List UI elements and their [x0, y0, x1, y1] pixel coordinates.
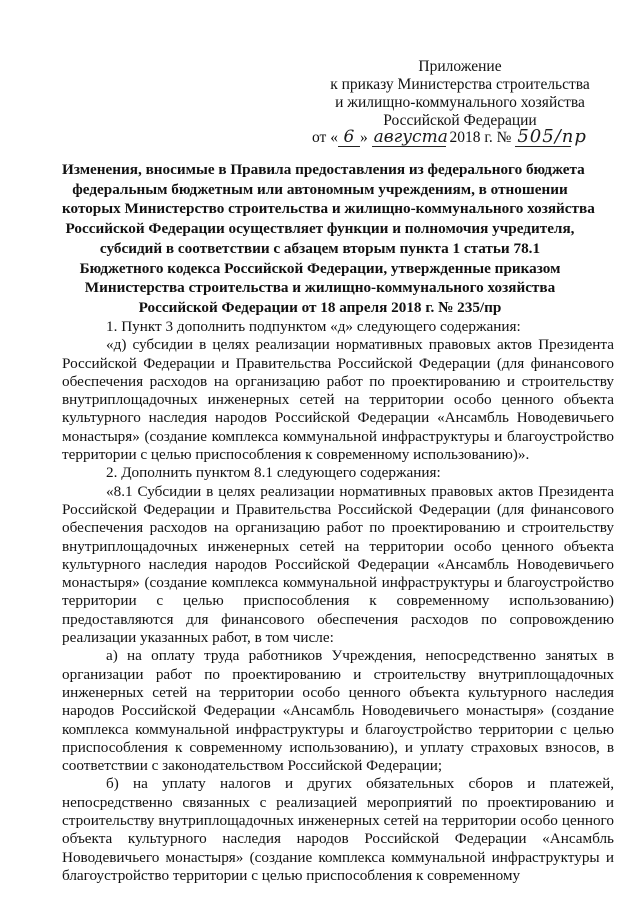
handwritten-day: 6	[338, 128, 360, 147]
order-date-line	[312, 128, 612, 148]
handwritten-order-number: 505/пр	[517, 126, 587, 147]
handwritten-month: августа	[373, 127, 448, 147]
appendix-label: Приложение	[418, 58, 502, 75]
appendix-header	[300, 58, 620, 130]
paragraph-subitem-d: «д) субсидии в целях реализации нормативных правовых актов Президента Российской Федерации и Правительства Российской Федерации (для финансового обеспечения расходов на организацию работ по проектированию и строительству внутриплощадочных инженерных сетей на территории особо ценного объекта культурного наследия народов Российской Федерации «Ансамбль Новодевичьего монастыря» (создание комплекса коммунальной инфраструктуры и благоустройство территории с целью приспособления к современному использованию)».	[62, 336, 614, 464]
date-mid: »	[359, 129, 368, 146]
title-line: федеральным бюджетным или автономным учреждениям, в отношении	[72, 180, 568, 198]
title-line: Бюджетного кодекса Российской Федерации, утвержденные приказом	[79, 259, 561, 277]
date-year: 2018 г. №	[449, 129, 512, 146]
paragraph-item-8-1: «8.1 Субсидии в целях реализации нормативных правовых актов Президента Российской Федерации и Правительства Российской Федерации (для финансового обеспечения расходов на организацию работ по проектированию и строительству внутриплощадочных инженерных сетей на территории особо ценного объекта культурного наследия народов Российской Федерации «Ансамбль Новодевичьего монастыря» (создание комплекса коммунальной инфраструктуры и благоустройство территории с целью приспособления к современному использованию) предоставляются для финансового обеспечения расходов по сопровождению реализации указанных работ, в том числе:	[62, 482, 614, 647]
appendix-ministry-line: и жилищно-коммунального хозяйства	[335, 94, 585, 111]
title-line: Российской Федерации осуществляет функции и полномочия учредителя,	[65, 220, 575, 238]
paragraph-item-2: 2. Дополнить пунктом 8.1 следующего содержания:	[106, 464, 441, 482]
title-line: Изменения, вносимые в Правила предоставления из федерального бюджета	[62, 161, 585, 178]
appendix-country-line: Российской Федерации	[383, 112, 537, 129]
appendix-order-line: к приказу Министерства строительства	[330, 76, 590, 93]
title-line: субсидий в соответствии с абзацем вторым пункта 1 статьи 78.1	[99, 239, 541, 257]
title-line: которых Министерство строительства и жилищно-коммунального хозяйства	[62, 200, 595, 218]
document-title	[62, 160, 595, 318]
document-body	[62, 318, 614, 885]
title-line: Российской Федерации от 18 апреля 2018 г. № 235/пр	[138, 298, 502, 316]
title-line: Министерства строительства и жилищно-коммунального хозяйства	[84, 279, 556, 297]
paragraph-subitem-a: а) на оплату труда работников Учреждения, непосредственно занятых в организации работ по проектированию и строительству внутриплощадочных инженерных сетей на территории особо ценного объекта культурного наследия народов Российской Федерации «Ансамбль Новодевичьего монастыря» (создание комплекса коммунальной инфраструктуры и благоустройство территории с целью приспособления к современному использованию), и уплату страховых взносов, в соответствии с законодательством Российской Федерации;	[62, 647, 614, 775]
paragraph-subitem-b: б) на уплату налогов и других обязательных сборов и платежей, непосредственно связанных с реализацией мероприятий по проектированию и строительству внутриплощадочных инженерных сетей на территории особо ценного объекта культурного наследия народов Российской Федерации «Ансамбль Новодевичьего монастыря» (создание комплекса коммунальной инфраструктуры и благоустройство территории с целью приспособления к современному	[62, 775, 614, 884]
paragraph-item-1: 1. Пункт 3 дополнить подпунктом «д» следующего содержания:	[106, 318, 521, 335]
date-prefix: от «	[312, 129, 338, 146]
